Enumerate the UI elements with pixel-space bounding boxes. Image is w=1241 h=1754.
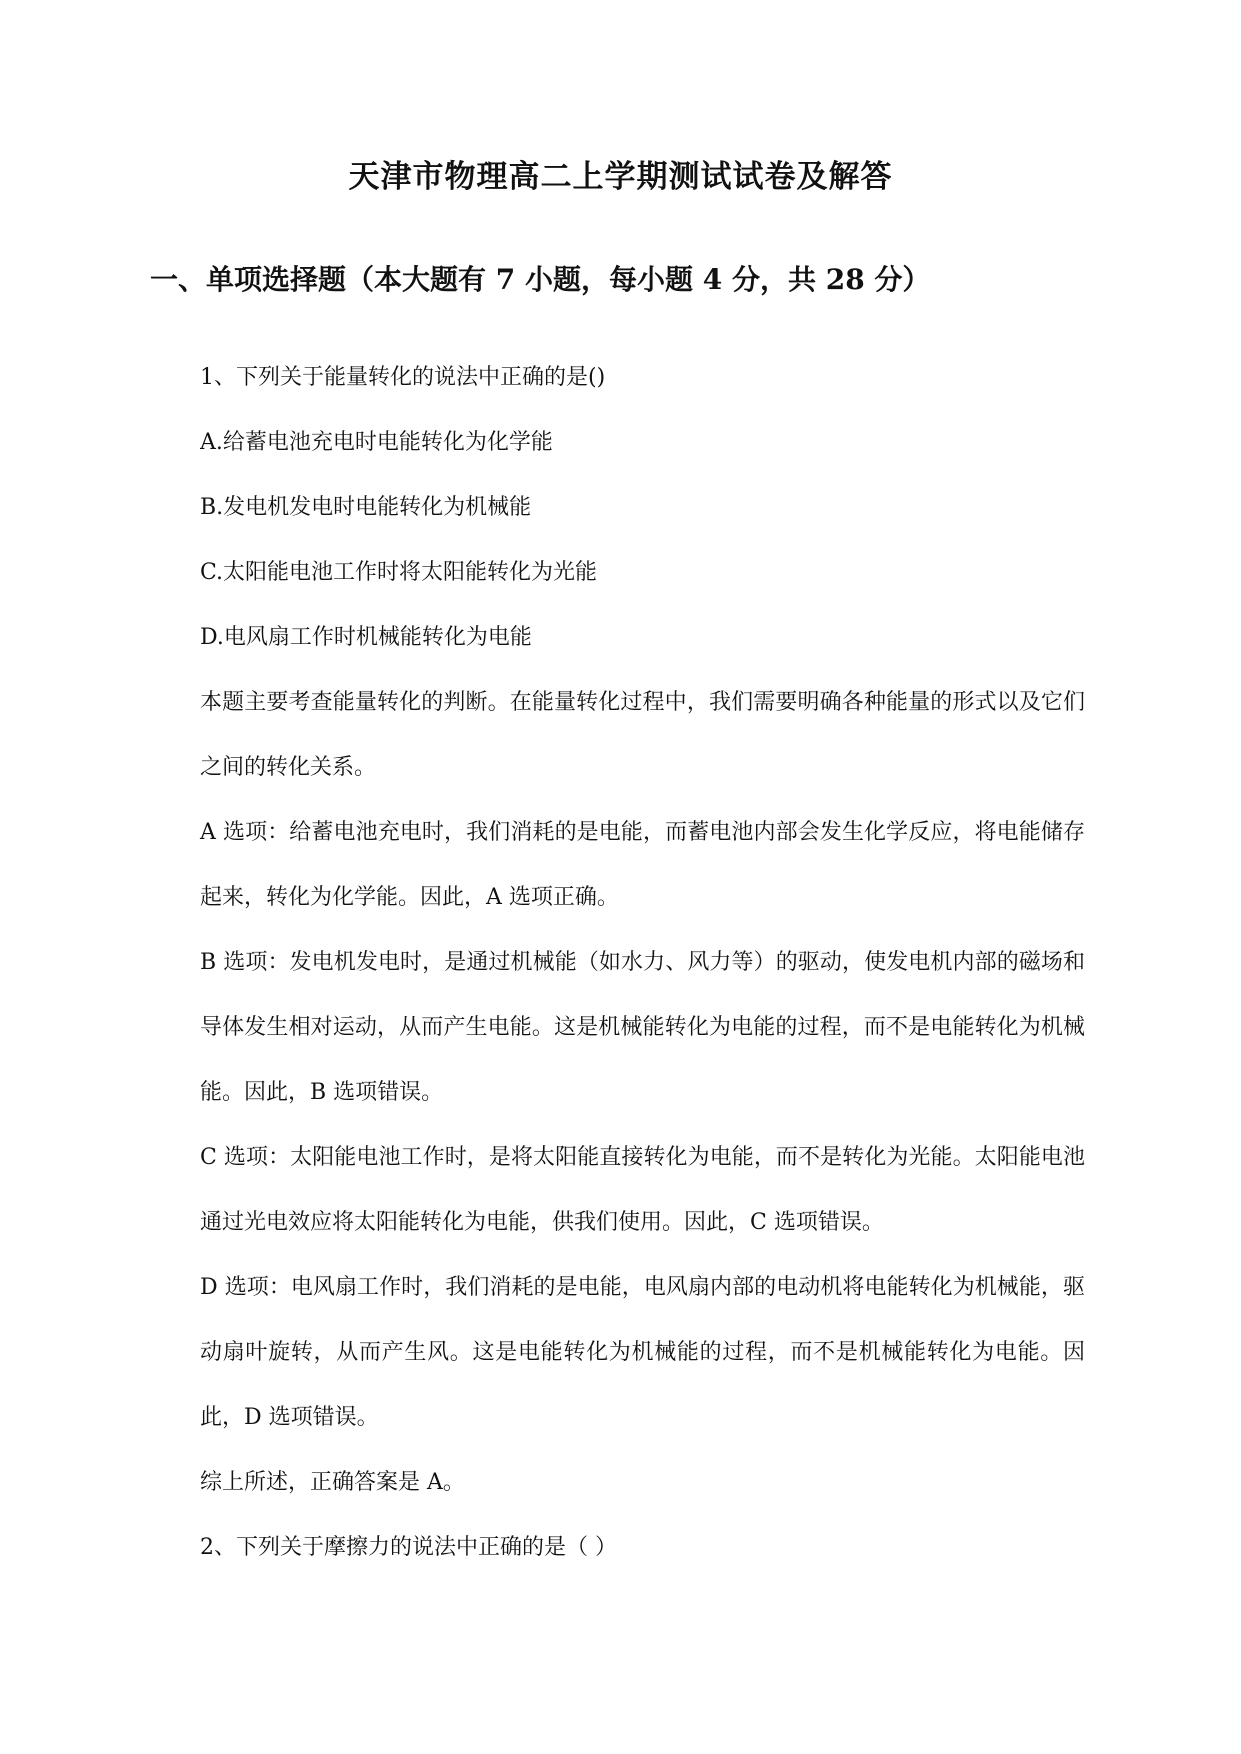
question-1-option-a: A.给蓄电池充电时电能转化为化学能 xyxy=(200,430,553,455)
question-1-option-c: C.太阳能电池工作时将太阳能转化为光能 xyxy=(200,560,598,585)
question-1-option-d: D.电风扇工作时机械能转化为电能 xyxy=(200,625,532,650)
question-content xyxy=(200,345,1085,1580)
question-1-analysis-a: A 选项：给蓄电池充电时，我们消耗的是电能，而蓄电池内部会发生化学反应，将电能储存起来，转化为化学能。因此，A 选项正确。 xyxy=(200,820,1085,910)
question-1-analysis-b: B 选项：发电机发电时，是通过机械能（如水力、风力等）的驱动，使发电机内部的磁场和导体发生相对运动，从而产生电能。这是机械能转化为电能的过程，而不是电能转化为机械能。因此，B 选项错误。 xyxy=(200,950,1085,1105)
question-1-analysis-c: C 选项：太阳能电池工作时，是将太阳能直接转化为电能，而不是转化为光能。太阳能电池通过光电效应将太阳能转化为电能，供我们使用。因此，C 选项错误。 xyxy=(200,1145,1085,1235)
question-1-stem: 1、下列关于能量转化的说法中正确的是() xyxy=(200,365,606,390)
question-2-stem: 2、下列关于摩擦力的说法中正确的是（ ） xyxy=(200,1535,617,1560)
section-heading: 一、单项选择题（本大题有 7 小题，每小题 4 分，共 28 分） xyxy=(150,263,931,296)
question-1-conclusion: 综上所述，正确答案是 A。 xyxy=(200,1470,465,1495)
question-1-analysis-intro: 本题主要考查能量转化的判断。在能量转化过程中，我们需要明确各种能量的形式以及它们之间的转化关系。 xyxy=(200,690,1085,780)
question-1-option-b: B.发电机发电时电能转化为机械能 xyxy=(200,495,532,520)
question-1-analysis-d: D 选项：电风扇工作时，我们消耗的是电能，电风扇内部的电动机将电能转化为机械能，驱动扇叶旋转，从而产生风。这是电能转化为机械能的过程，而不是机械能转化为电能。因此，D 选项错误。 xyxy=(200,1275,1085,1430)
document-title: 天津市物理高二上学期测试试卷及解答 xyxy=(348,159,893,195)
